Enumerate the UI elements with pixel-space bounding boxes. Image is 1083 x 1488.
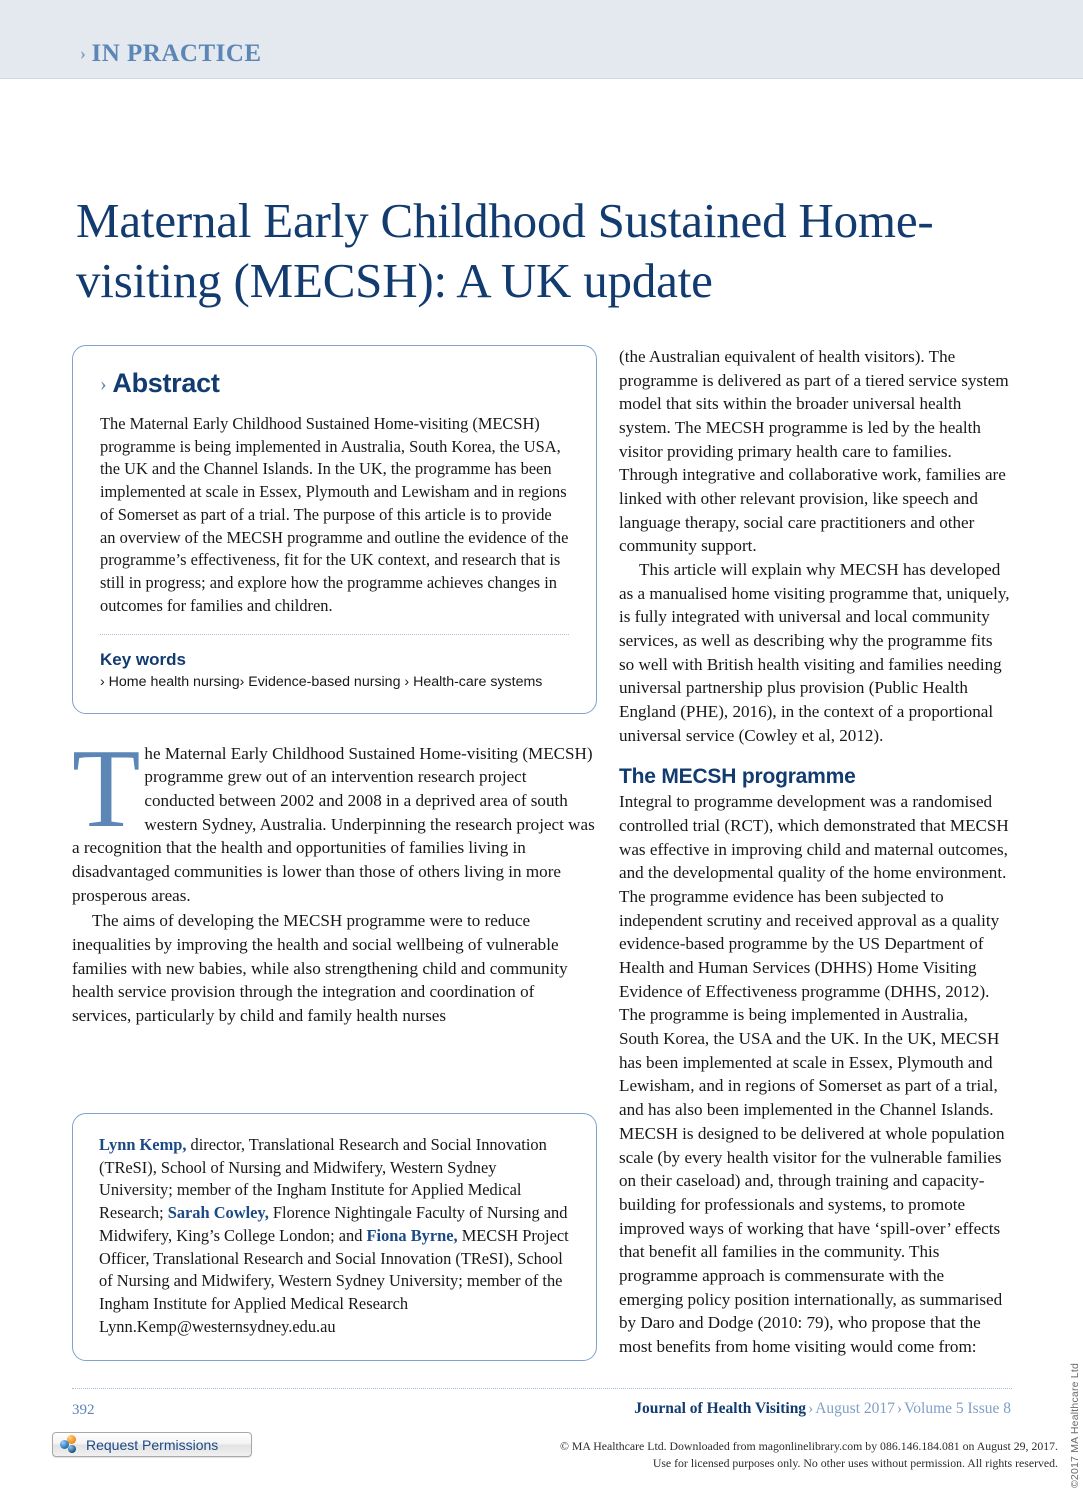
intro-paragraph [72, 726, 597, 908]
abstract-text: The Maternal Early Childhood Sustained Home-visiting (MECSH) programme is being implemented in Australia, South Korea, the USA, the UK and the Channel Islands. In the UK, the programme has been implemented at scale in Essex, Plymouth and Lewisham and in regions of Somerset as part of a trial. The purpose of this article is to provide an overview of the MECSH programme and outline the evidence of the programme’s effectiveness, fit for the UK context, and research that is still in progress; and explore how the programme achieves changes in outcomes for families and children. [100, 414, 569, 615]
issue-date: August 2017 [815, 1400, 895, 1417]
author-name-3: Fiona Byrne, [366, 1225, 458, 1245]
abstract-heading-text: Abstract [112, 368, 220, 398]
chevron-right-icon: › [100, 373, 107, 395]
author-affiliation-1: director, Translational Research and Social Innovation (TReSI), School of Nursing and Midwifery, Western Sydney University; member of the Ingham Institute for Applied Medical Research; [99, 1135, 547, 1223]
chevron-right-icon: › [80, 43, 87, 63]
right-paragraph-3: Integral to programme development was a randomised controlled trial (RCT), which demonstrated that MECSH was effective in improving child and maternal outcomes, and the developmental quality of the home environment. The programme evidence has been subjected to independent scrutiny and received approval as a quality evidence-based programme by the US Department of Health and Human Services (DHHS) Home Visiting Evidence of Effectiveness programme (DHHS, 2012). The programme is being implemented in Australia, South Korea, the USA and the UK. In the UK, MECSH has been implemented at scale in Essex, Plymouth and Lewisham, and in regions of Somerset as part of a trial, and has also been implemented in the Channel Islands. MECSH is designed to be delivered at whole population scale (by every health visitor for the vulnerable families on their caseload) and, through training and capacity-building for professionals and systems, to promote improved ways of working that have ‘spill-over’ effects that benefit all families in the community. This programme approach is commensurate with the emerging policy position internationally, as summarised by Daro and Dodge (2010: 79), who propose that the most benefits from home visiting would come from: [619, 792, 1009, 1356]
chevron-right-icon: › [896, 1400, 903, 1417]
author-bio-text [99, 1134, 570, 1338]
author-name-2: Sarah Cowley, [167, 1203, 269, 1223]
download-copyright-notice [478, 1438, 1058, 1472]
request-permissions-button[interactable] [52, 1432, 252, 1457]
drop-cap-letter: T [72, 726, 141, 851]
author-name-1: Lynn Kemp, [99, 1135, 187, 1154]
page-title: Maternal Early Childhood Sustained Home-visiting (MECSH): A UK update [76, 192, 934, 308]
running-head-label [80, 40, 262, 68]
copyright-line-2: Use for licensed purposes only. No other uses without permission. All rights reserved. [652, 1455, 1058, 1470]
chevron-right-icon: › [808, 1400, 814, 1417]
author-affiliation-2: Florence Nightingale Faculty of Nursing and Midwifery, King’s College London; and [99, 1203, 568, 1245]
abstract-box [72, 345, 597, 714]
page-number: 392 [72, 1402, 95, 1418]
journal-citation [634, 1400, 1011, 1418]
keywords-list: › Home health nursing› Evidence-based nursing › Health-care systems [100, 674, 543, 691]
abstract-heading [100, 368, 569, 399]
intro-paragraph-text: he Maternal Early Childhood Sustained Home-visiting (MECSH) programme grew out of an intervention research project conducted between 2002 and 2008 in a deprived area of south western Sydney, Australia. Underpinning the research project was a recognition that the health and opportunities of families living in disadvantaged communities is lower than those of others living in more prosperous areas. [72, 743, 595, 905]
author-affiliation-3: MECSH Project Officer, Translational Research and Social Innovation (TReSI), School of Nursing and Midwifery, Western Sydney University; member of the Ingham Institute for Applied Medical Research [99, 1225, 569, 1314]
section-heading-mecsh-programme: The MECSH programme [619, 765, 856, 789]
journal-title: Journal of Health Visiting [634, 1400, 807, 1417]
keywords-heading: Key words [100, 650, 186, 670]
running-head-text: IN PRACTICE [91, 40, 262, 67]
copyright-line-1: © MA Healthcare Ltd. Downloaded from magonlinelibrary.com by 086.146.184.081 on August 29, 2017. [559, 1439, 1058, 1453]
author-bio-box [72, 1113, 597, 1361]
running-head-bar [0, 0, 1083, 79]
abstract-divider [100, 634, 569, 635]
side-copyright-text: ©2017 MA Healthcare Ltd [1069, 1363, 1081, 1488]
right-paragraph-1: (the Australian equivalent of health visitors). The programme is delivered as part of a tiered service system model that sits within the broader universal health system. The MECSH programme is led by the health visitor providing primary health care to families. Through integrative and collaborative work, families are linked with other relevant provision, like speech and language therapy, social care practitioners and other community support. [619, 347, 1009, 556]
left-column [72, 345, 597, 1028]
copyright-clearance-spheres-icon [60, 1435, 79, 1454]
author-email[interactable]: Lynn.Kemp@westernsydney.edu.au [99, 1316, 336, 1336]
left-paragraph-2: The aims of developing the MECSH programme were to reduce inequalities by improving the health and social wellbeing of vulnerable families with new babies, while also strengthening child and community health service provision through the integration and coordination of services, particularly by child and family health nurses [72, 911, 568, 1026]
volume-issue: Volume 5 Issue 8 [904, 1400, 1011, 1417]
request-permissions-label: Request Permissions [86, 1436, 219, 1453]
right-column [619, 345, 1011, 1359]
footer-divider [72, 1388, 1012, 1389]
right-paragraph-2: This article will explain why MECSH has developed as a manualised home visiting programme that, uniquely, is fully integrated with universal and local community services, as well as describing why the programme fits so well with British health visiting and families needing universal partnership plus provision (Public Health England (PHE), 2016), in the context of a proportional universal service (Cowley et al, 2012). [619, 560, 1010, 745]
